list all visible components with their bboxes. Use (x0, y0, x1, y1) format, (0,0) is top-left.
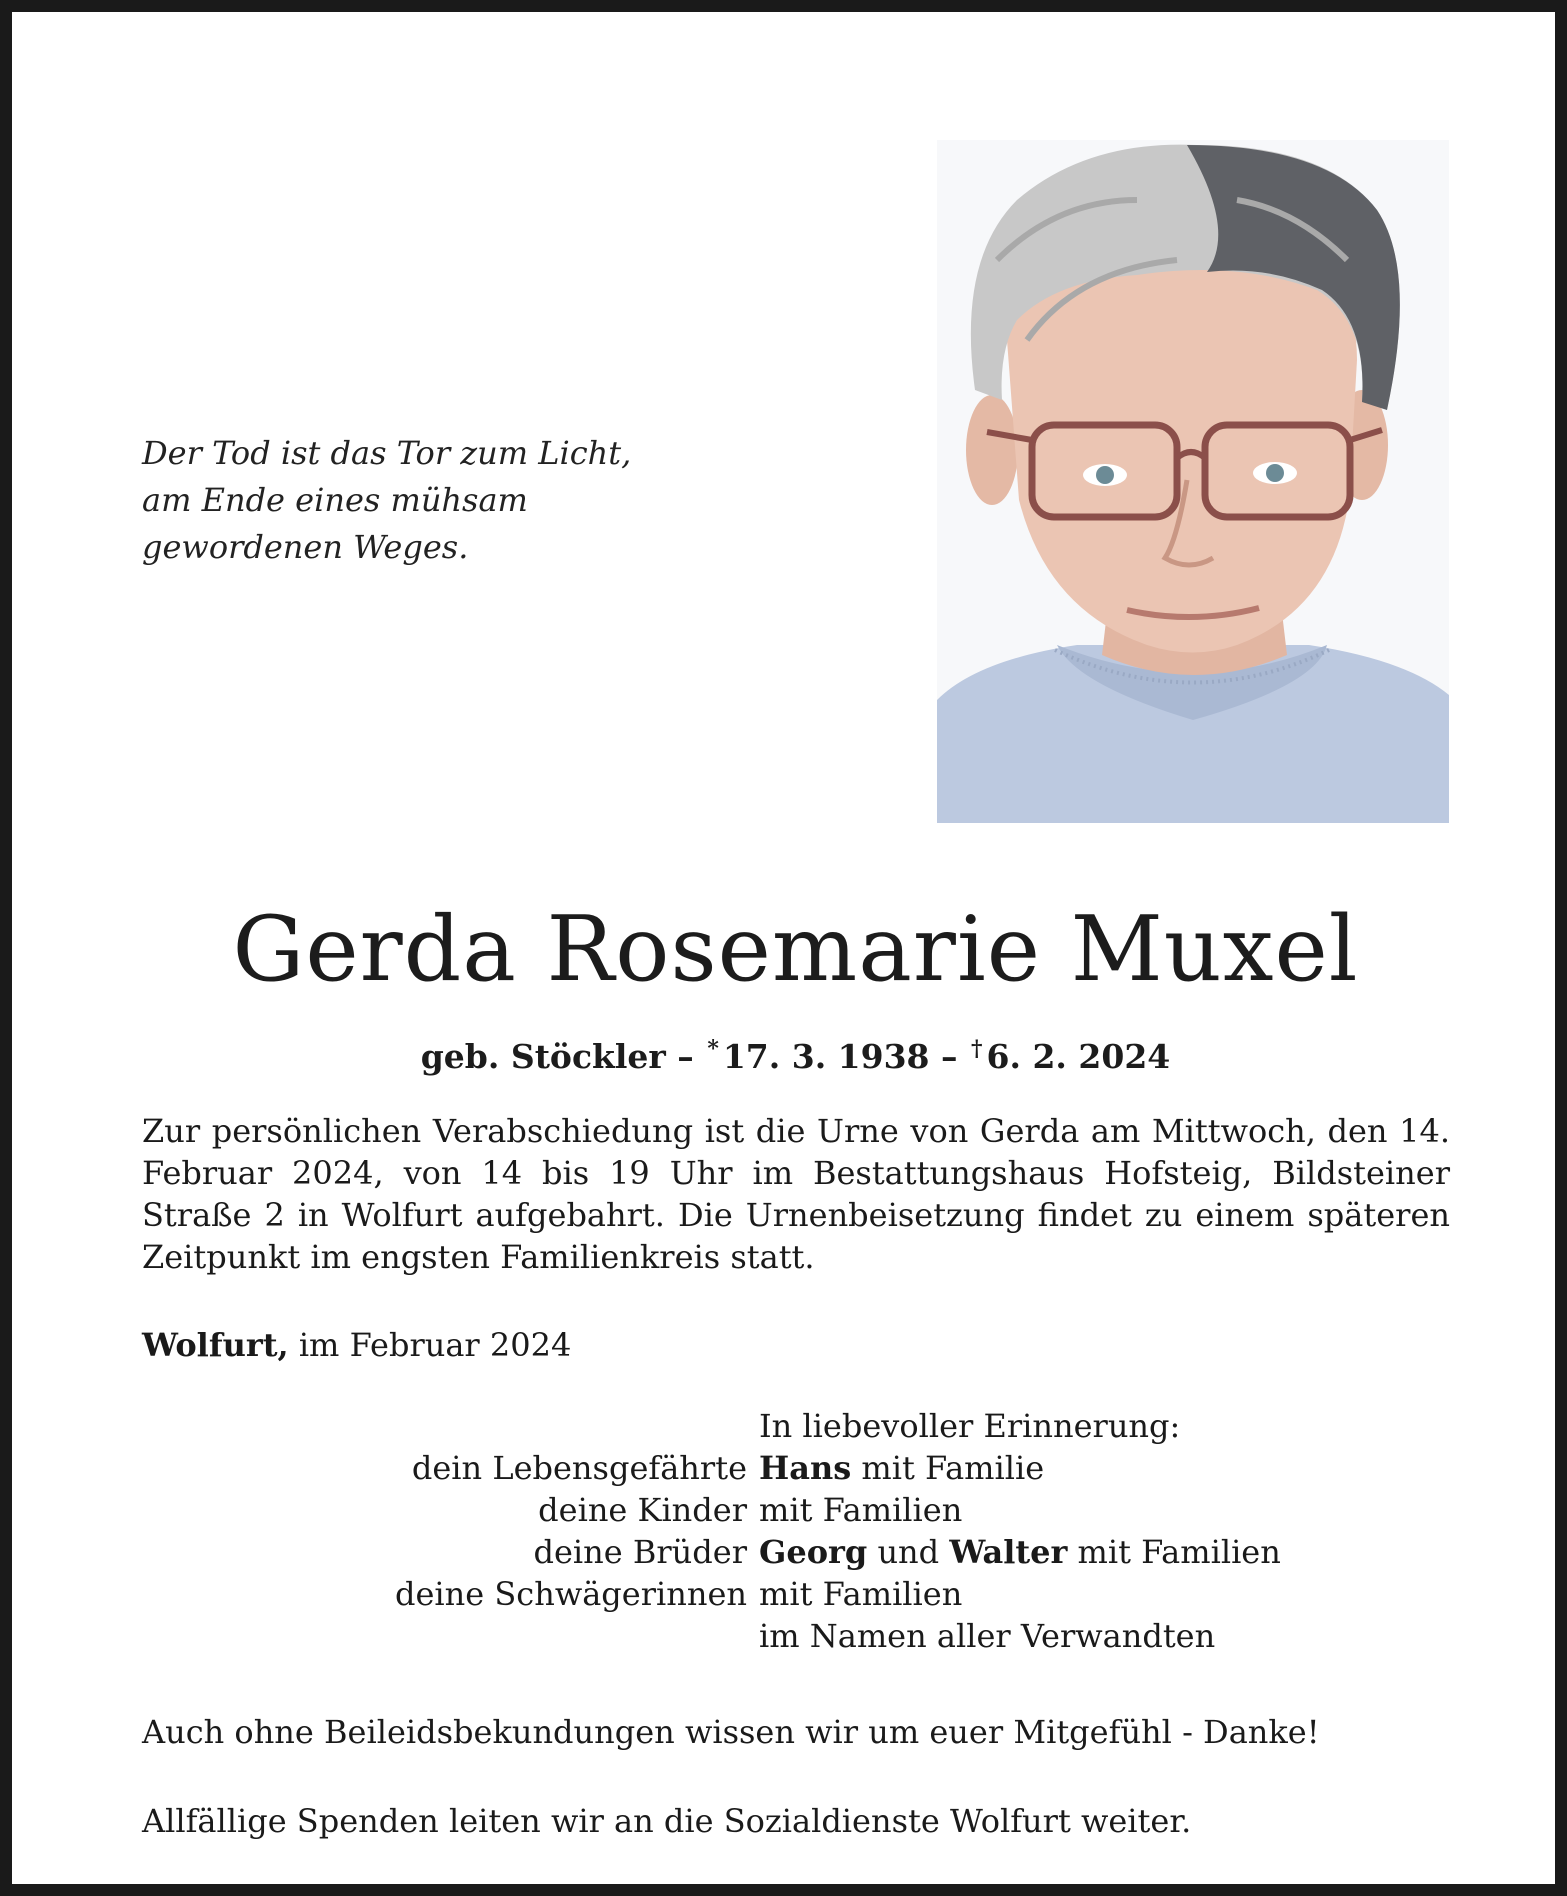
quote-line: am Ende eines mühsam (142, 481, 528, 519)
deceased-name: Gerda Rosemarie Muxel (232, 897, 1359, 1002)
mourner-names (759, 1531, 1281, 1573)
mourner-text: mit Familien (1067, 1533, 1281, 1571)
in-memory-block (142, 1405, 1450, 1657)
relation-label (142, 1615, 759, 1657)
death-symbol: † (971, 1036, 983, 1062)
birth-symbol: * (707, 1036, 719, 1062)
closing-thanks: Auch ohne Beileidsbekundungen wissen wir um euer Mitgefühl - Danke! (142, 1713, 1320, 1751)
relation-label: deine Kinder (538, 1491, 747, 1529)
mourner-row (142, 1615, 1450, 1657)
relation-label: deine Schwägerinnen (394, 1575, 747, 1613)
portrait-photo (937, 140, 1449, 823)
mourner-text: und (867, 1533, 950, 1571)
relation-label: dein Lebensgefährte (411, 1449, 747, 1487)
closing-donations: Allfällige Spenden leiten wir an die Sozialdienste Wolfurt weiter. (142, 1802, 1192, 1840)
mourner-row (142, 1489, 1450, 1531)
mourner-text: im Namen aller Verwandten (759, 1617, 1216, 1655)
date-text: im Februar 2024 (298, 1326, 572, 1364)
life-dates (12, 1027, 1567, 1079)
memorial-quote (142, 430, 662, 571)
place-date-line (142, 1324, 571, 1366)
mourner-name: Hans (759, 1449, 852, 1487)
mourner-names (759, 1615, 1215, 1657)
quote-line: Der Tod ist das Tor zum Licht, (142, 434, 632, 472)
quote-line: gewordenen Weges. (142, 528, 469, 566)
mourner-names (759, 1573, 962, 1615)
memory-heading-row (142, 1405, 1450, 1447)
maiden-name: geb. Stöckler – (420, 1037, 694, 1076)
mourner-row (142, 1531, 1450, 1573)
mourner-row (142, 1447, 1450, 1489)
mourner-text: mit Familien (759, 1575, 963, 1613)
relation-label: deine Brüder (533, 1533, 747, 1571)
memory-heading: In liebevoller Erinnerung: (759, 1407, 1181, 1445)
mourner-name: Walter (949, 1533, 1068, 1571)
mourner-names (759, 1489, 962, 1531)
mourner-names (759, 1447, 1044, 1489)
announcement-paragraph: Zur persönlichen Verabschiedung ist die Urne von Gerda am Mittwoch, den 14. Februar 2024, von 14 bis 19 Uhr im Bestattungshaus Hofsteig, Bildsteiner Straße 2 in Wolfurt aufgebahrt. Die Urnenbeisetzung findet zu einem späteren Zeitpunkt im engsten Familienkreis statt. (142, 1112, 1450, 1276)
death-date: 6. 2. 2024 (986, 1037, 1171, 1076)
mourner-text: mit Familien (759, 1491, 963, 1529)
mourners-list (142, 1447, 1450, 1657)
place: Wolfurt, (142, 1326, 289, 1364)
mourner-name: Georg (759, 1533, 868, 1571)
portrait-illustration (937, 140, 1449, 823)
birth-date: 17. 3. 1938 – (722, 1037, 958, 1076)
mourner-text: mit Familie (851, 1449, 1045, 1487)
mourner-row (142, 1573, 1450, 1615)
